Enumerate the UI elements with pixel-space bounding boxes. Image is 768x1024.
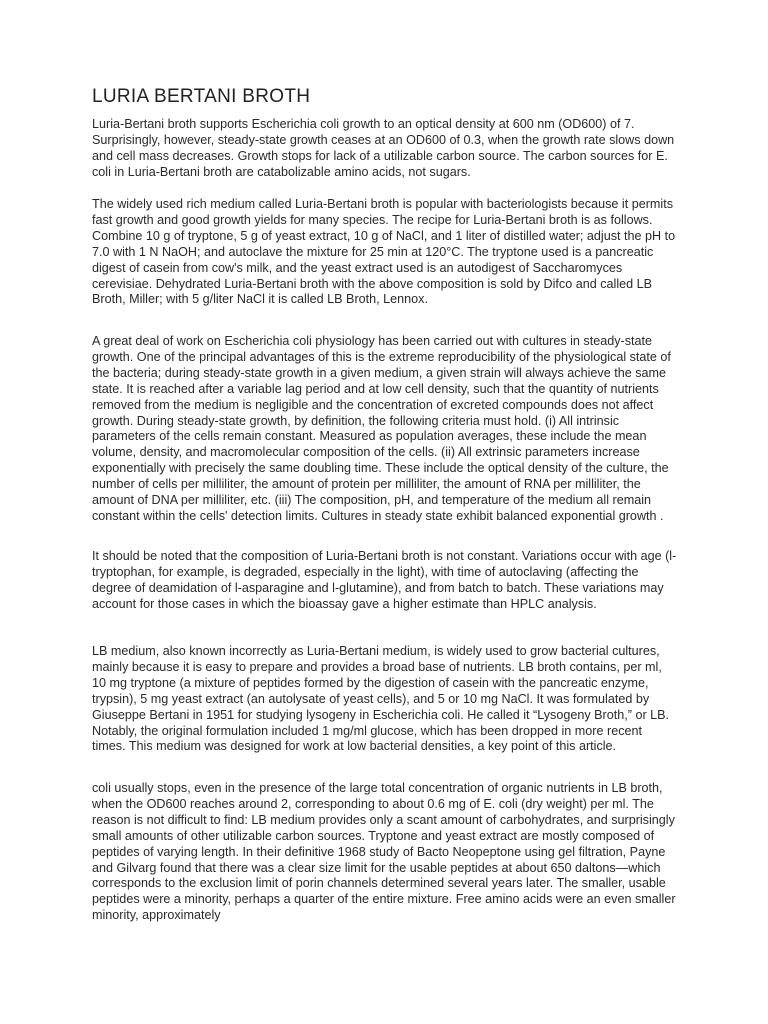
paragraph-6: coli usually stops, even in the presence of the large total concentration of organic nutrients in LB broth, when the OD600 reaches around 2, corresponding to about 0.6 mg of E. coli (dry weight) per ml. The reason is not difficult to find: LB medium provides only a scant amount of carbohydrates, and surprisingly small amounts of other utilizable carbon sources. Tryptone and yeast extract are mostly composed of peptides of varying length. In their definitive 1968 study of Bacto Neopeptone using gel filtration, Payne and Gilvarg found that there was a clear size limit for the usable peptides at about 650 daltons—which corresponds to the exclusion limit of porin channels determined several years later. The smaller, usable peptides were a minority, perhaps a quarter of the entire mixture. Free amino acids were an even smaller minority, approximately bbox=[92, 781, 676, 923]
paragraph-2: The widely used rich medium called Luria-Bertani broth is popular with bacteriologists because it permits fast growth and good growth yields for many species. The recipe for Luria-Bertani broth is as follows. Combine 10 g of tryptone, 5 g of yeast extract, 10 g of NaCl, and 1 liter of distilled water; adjust the pH to 7.0 with 1 N NaOH; and autoclave the mixture for 25 min at 120°C. The tryptone used is a pancreatic digest of casein from cow's milk, and the yeast extract used is an autodigest of Saccharomyces cerevisiae. Dehydrated Luria-Bertani broth with the above composition is sold by Difco and called LB Broth, Miller; with 5 g/liter NaCl it is called LB Broth, Lennox. bbox=[92, 197, 676, 307]
document-title: LURIA BERTANI BROTH bbox=[92, 86, 311, 107]
paragraph-3: A great deal of work on Escherichia coli physiology has been carried out with cultures in steady-state growth. One of the principal advantages of this is the extreme reproducibility of the physiological state of the bacteria; during steady-state growth in a given medium, a given strain will always achieve the same state. It is reached after a variable lag period and at low cell density, such that the quantity of nutrients removed from the medium is negligible and the concentration of excreted compounds does not affect growth. During steady-state growth, by definition, the following criteria must hold. (i) All intrinsic parameters of the cells remain constant. Measured as population averages, these include the mean volume, density, and macromolecular composition of the cells. (ii) All extrinsic parameters increase exponentially with precisely the same doubling time. These include the optical density of the culture, the number of cells per milliliter, the amount of protein per milliliter, the amount of RNA per milliliter, the amount of DNA per milliliter, etc. (iii) The composition, pH, and temperature of the medium all remain constant within the cells' detection limits. Cultures in steady state exhibit balanced exponential growth . bbox=[92, 334, 671, 523]
paragraph-4: It should be noted that the composition of Luria-Bertani broth is not constant. Variations occur with age (l-tryptophan, for example, is degraded, especially in the light), with time of autoclaving (affecting the degree of deamidation of l-asparagine and l-glutamine), and from batch to batch. These variations may account for those cases in which the bioassay gave a higher estimate than HPLC analysis. bbox=[92, 549, 677, 611]
paragraph-1: Luria-Bertani broth supports Escherichia coli growth to an optical density at 600 nm (OD600) of 7. Surprisingly, however, steady-state growth ceases at an OD600 of 0.3, when the growth rate slows down and cell mass decreases. Growth stops for lack of a utilizable carbon source. The carbon sources for E. coli in Luria-Bertani broth are catabolizable amino acids, not sugars. bbox=[92, 117, 675, 179]
paragraph-5: LB medium, also known incorrectly as Luria-Bertani medium, is widely used to grow bacterial cultures, mainly because it is easy to prepare and provides a broad base of nutrients. LB broth contains, per ml, 10 mg tryptone (a mixture of peptides formed by the digestion of casein with the pancreatic enzyme, trypsin), 5 mg yeast extract (an autolysate of yeast cells), and 5 or 10 mg NaCl. It was formulated by Giuseppe Bertani in 1951 for studying lysogeny in Escherichia coli. He called it “Lysogeny Broth,” or LB. Notably, the original formulation included 1 mg/ml glucose, which has been dropped in more recent times. This medium was designed for work at low bacterial densities, a key point of this article. bbox=[92, 644, 670, 754]
